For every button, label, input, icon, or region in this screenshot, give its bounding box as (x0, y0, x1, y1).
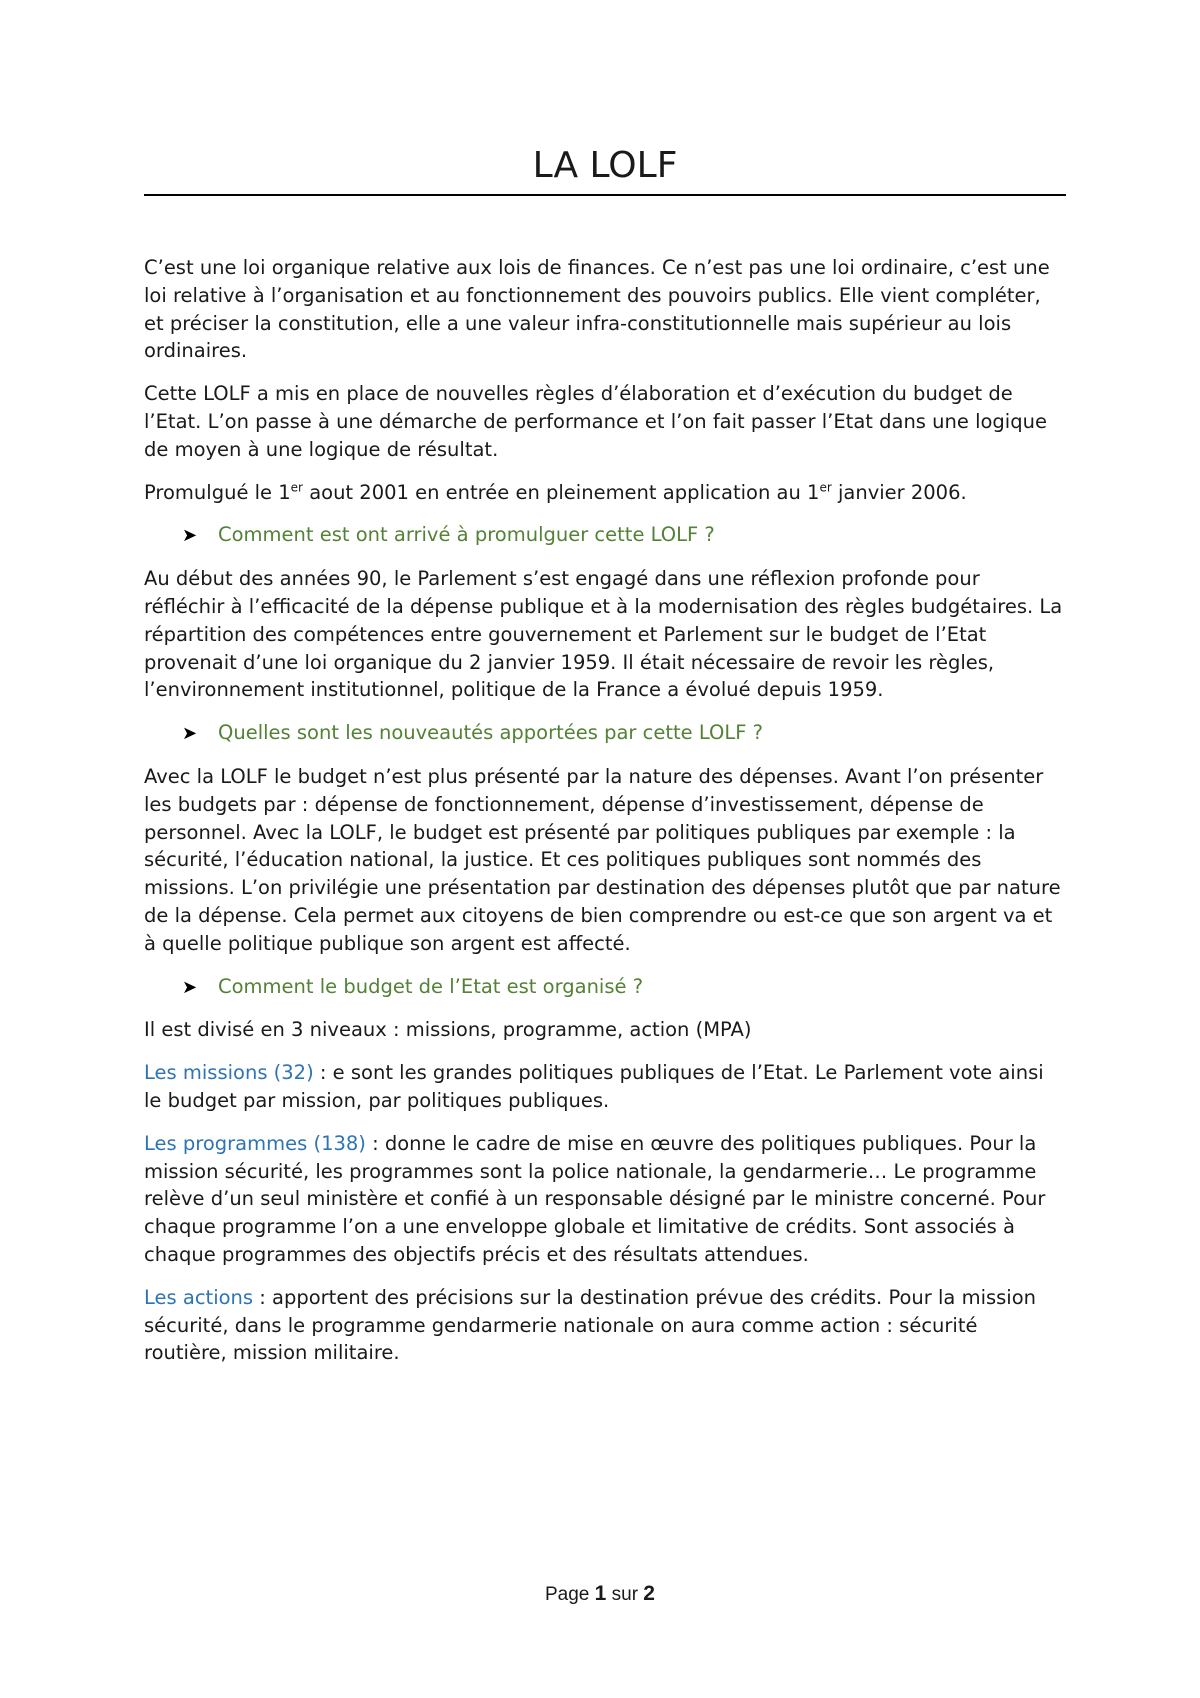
ordinal-superscript-1: er (290, 480, 303, 495)
promulgation-text-1: Promulgué le 1 (144, 480, 291, 504)
paragraph-definition: C’est une loi organique relative aux lois de finances. Ce n’est pas une loi ordinaire, c’est une loi relative à l’organisation et au fonctionnement des pouvoirs publics. Elle vient compléter, et préciser la constitution, elle a une valeur infra-constitutionnelle mais supérieur au lois ordinaires. (144, 256, 1050, 363)
question-heading-1 (144, 521, 1066, 550)
paragraph-levels: Il est divisé en 3 niveaux : missions, programme, action (MPA) (144, 1018, 752, 1042)
arrowhead-bullet-icon: ➤ (182, 723, 198, 745)
ordinal-superscript-2: er (819, 480, 832, 495)
paragraph-actions (144, 1284, 1066, 1367)
missions-description: : e sont les grandes politiques publiques de l’Etat. Le Parlement vote ainsi le budget par mission, par politiques publiques. (144, 1061, 1044, 1112)
term-actions: Les actions (144, 1285, 254, 1309)
footer-total-pages: 2 (643, 1582, 655, 1605)
promulgation-text-3: janvier 2006. (831, 480, 967, 504)
arrowhead-bullet-icon: ➤ (182, 525, 198, 547)
question-heading-3 (144, 973, 1066, 1002)
arrowhead-bullet-icon: ➤ (182, 976, 198, 998)
question-text: Quelles sont les nouveautés apportées par cette LOLF ? (218, 721, 764, 745)
page-footer (0, 1582, 1200, 1606)
paragraph-missions (144, 1059, 1066, 1115)
paragraph-history: Au début des années 90, le Parlement s’est engagé dans une réflexion profonde pour réfléchir à l’efficacité de la dépense publique et à la modernisation des règles budgétaires. La répartition des compétences entre gouvernement et Parlement sur le budget de l’Etat provenait d’une loi organique du 2 janvier 1959. Il était nécessaire de revoir les règles, l’environnement institutionnel, politique de la France a évolué depuis 1959. (144, 567, 1063, 702)
programmes-description: : donne le cadre de mise en œuvre des politiques publiques. Pour la mission sécurité, les programmes sont la police nationale, la gendarmerie… Le programme relève d’un seul ministère et confié à un responsable désigné par le ministre concerné. Pour chaque programme l’on a une enveloppe globale et limitative de crédits. Sont associés à chaque programmes des objectifs précis et des résultats attendues. (144, 1131, 1046, 1266)
page-title: LA LOLF (144, 140, 1066, 196)
term-missions: Les missions (32) (144, 1061, 314, 1085)
question-heading-2 (144, 719, 1066, 748)
paragraph-promulgation (144, 479, 1066, 507)
footer-prefix: Page (545, 1584, 595, 1605)
promulgation-text-2: aout 2001 en entrée en pleinement application au 1 (303, 480, 820, 504)
paragraph-novelties: Avec la LOLF le budget n’est plus présenté par la nature des dépenses. Avant l’on présenter les budgets par : dépense de fonctionnement, dépense d’investissement, dépense de personnel. Avec la LOLF, le budget est présenté par politiques publiques par exemple : la sécurité, l’éducation national, la justice. Et ces politiques publiques sont nommés des missions. L’on privilégie une présentation par destination des dépenses plutôt que par nature de la dépense. Cela permet aux citoyens de bien comprendre ou est-ce que son argent va et à quelle politique publique son argent est affecté. (144, 764, 1061, 955)
term-programmes: Les programmes (138) (144, 1131, 366, 1155)
footer-middle: sur (606, 1584, 644, 1605)
actions-description: : apportent des précisions sur la destination prévue des crédits. Pour la mission sécurité, dans le programme gendarmerie nationale on aura comme action : sécurité routière, mission militaire. (144, 1285, 1037, 1365)
question-text: Comment le budget de l’Etat est organisé ? (218, 974, 644, 998)
paragraph-programmes (144, 1130, 1066, 1269)
question-text: Comment est ont arrivé à promulguer cette LOLF ? (218, 523, 715, 547)
paragraph-rules: Cette LOLF a mis en place de nouvelles règles d’élaboration et d’exécution du budget de l’Etat. L’on passe à une démarche de performance et l’on fait passer l’Etat dans une logique de moyen à une logique de résultat. (144, 382, 1047, 461)
document-body (144, 140, 1066, 1382)
footer-current-page: 1 (594, 1582, 607, 1605)
